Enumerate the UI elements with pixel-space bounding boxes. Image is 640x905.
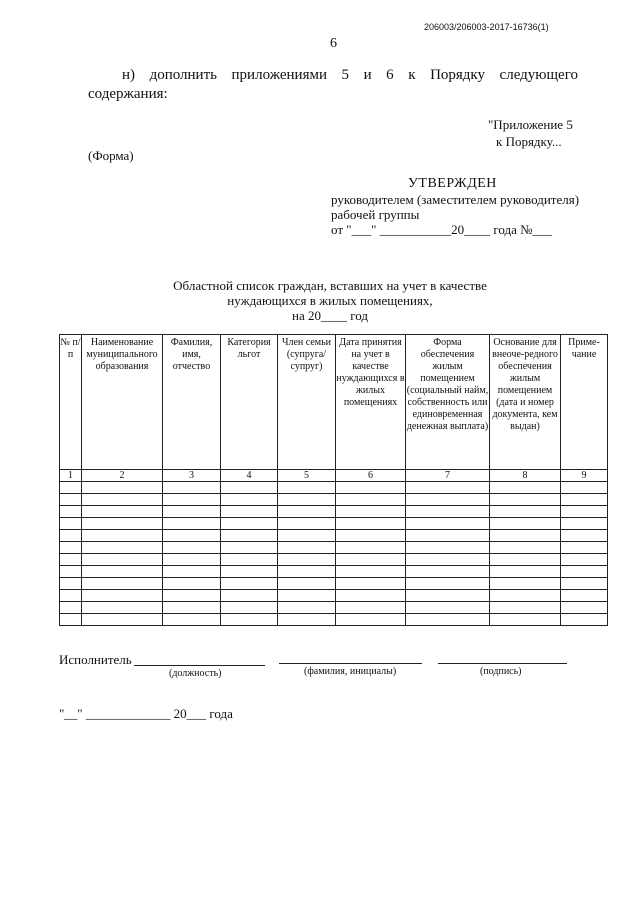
executor-signature-line xyxy=(438,663,567,664)
column-number: 5 xyxy=(278,470,336,482)
column-header: Основание для внеоче-редного обеспечения жилым помещением (дата и номер документа, кем выдан) xyxy=(490,335,561,470)
list-title-line-1: Областной список граждан, вставших на учет в качестве xyxy=(173,278,487,293)
register-table xyxy=(59,334,608,626)
list-title-line-2: нуждающихся в жилых помещениях, xyxy=(227,293,433,308)
caption-signature: (подпись) xyxy=(480,666,522,677)
column-number: 9 xyxy=(561,470,608,482)
column-number-row xyxy=(60,470,608,482)
approved-block xyxy=(331,192,579,237)
table-row xyxy=(60,518,608,530)
page-number: 6 xyxy=(330,36,337,51)
table-row xyxy=(60,530,608,542)
table-row xyxy=(60,566,608,578)
caption-name: (фамилия, инициалы) xyxy=(304,666,397,677)
column-header: Категория льгот xyxy=(221,335,278,470)
executor-name-line xyxy=(279,663,422,664)
intro-line-2: содержания: xyxy=(88,86,168,102)
caption-position: (должность) xyxy=(169,668,222,679)
column-number: 8 xyxy=(490,470,561,482)
table-row xyxy=(60,578,608,590)
executor-position-line xyxy=(134,665,265,666)
column-header: Наименование муниципального образования xyxy=(82,335,163,470)
date-line: "__" _____________ 20___ года xyxy=(59,706,233,721)
intro-paragraph xyxy=(88,66,578,104)
column-number: 7 xyxy=(406,470,490,482)
table-row xyxy=(60,482,608,494)
column-number: 3 xyxy=(163,470,221,482)
list-title xyxy=(120,278,540,323)
table-row xyxy=(60,590,608,602)
column-header: Приме-чание xyxy=(561,335,608,470)
approved-line-2: рабочей группы xyxy=(331,207,420,222)
column-header: Член семьи (супруга/ супруг) xyxy=(278,335,336,470)
column-number: 2 xyxy=(82,470,163,482)
table-row xyxy=(60,542,608,554)
table-row xyxy=(60,614,608,626)
executor-label: Исполнитель xyxy=(59,652,132,667)
column-header: Форма обеспечения жилым помещением (социальный найм, собственность или единовременная денежная выплата) xyxy=(406,335,490,470)
intro-line-1: н) дополнить приложениями 5 и 6 к Порядку следующего xyxy=(122,67,578,83)
column-number: 4 xyxy=(221,470,278,482)
column-header: Фамилия, имя, отчество xyxy=(163,335,221,470)
table-row xyxy=(60,506,608,518)
appendix-line-2: к Порядку... xyxy=(496,134,562,149)
table-row xyxy=(60,554,608,566)
table-header-row xyxy=(60,335,608,470)
table-row xyxy=(60,602,608,614)
column-number: 6 xyxy=(336,470,406,482)
column-number: 1 xyxy=(60,470,82,482)
appendix-line-1: "Приложение 5 xyxy=(488,117,573,132)
column-header: Дата принятия на учет в качестве нуждающихся в жилых помещениях xyxy=(336,335,406,470)
appendix-heading xyxy=(488,116,573,150)
document-stamp: 206003/206003-2017-16736(1) xyxy=(424,22,549,32)
approved-title: УТВЕРЖДЕН xyxy=(408,176,497,191)
approved-line-3: от "___" ___________20____ года №___ xyxy=(331,222,553,237)
approved-line-1: руководителем (заместителем руководителя) xyxy=(331,192,580,207)
column-header: № п/п xyxy=(60,335,82,470)
table-row xyxy=(60,494,608,506)
list-title-line-3: на 20____ год xyxy=(292,308,368,323)
form-label: (Форма) xyxy=(88,148,134,163)
